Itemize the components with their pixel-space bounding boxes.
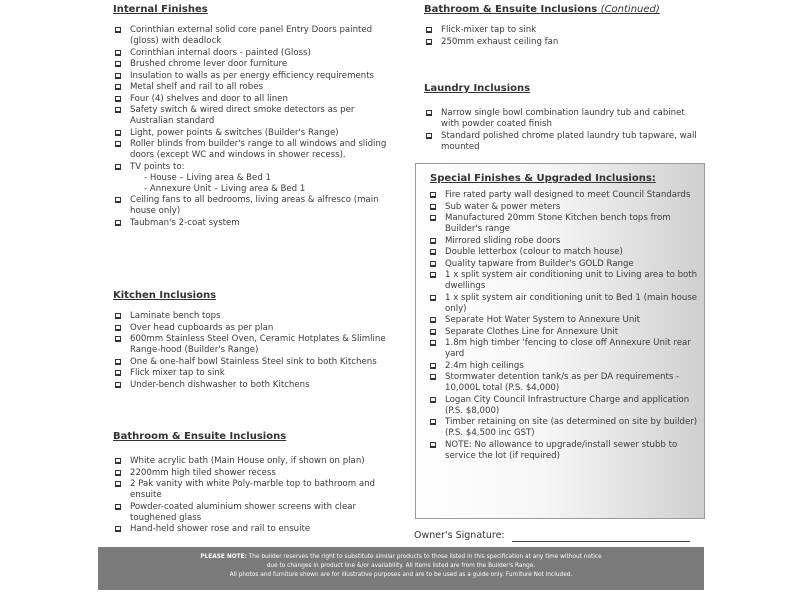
list-item: Double letterbox (colour to match house) xyxy=(428,247,698,258)
special-finishes-box xyxy=(415,163,705,519)
kitchen-inclusions-list xyxy=(113,311,393,391)
checkbox-icon xyxy=(115,130,121,136)
checkbox-icon xyxy=(115,164,121,170)
bathroom-continued-heading: Bathroom & Ensuite Inclusions (Continued) xyxy=(424,4,660,15)
bathroom-continued-list xyxy=(424,25,704,48)
checkbox-icon xyxy=(430,238,436,244)
list-item: Insulation to walls as per energy efficiency requirements xyxy=(113,71,393,82)
list-item: Flick-mixer tap to sink xyxy=(424,25,704,36)
checkbox-icon xyxy=(430,272,436,278)
list-item: Corinthian external solid core panel Entry Doors painted (gloss) with deadlock xyxy=(113,25,393,47)
list-item: Narrow single bowl combination laundry tub and cabinet with powder coated finish xyxy=(424,108,704,130)
special-finishes-heading: Special Finishes & Upgraded Inclusions: xyxy=(430,173,656,184)
tv-points-sublist xyxy=(130,173,393,195)
list-item: Standard polished chrome plated laundry tub tapware, wall mounted xyxy=(424,131,704,153)
list-item: Laminate bench tops xyxy=(113,311,393,322)
kitchen-inclusions-heading: Kitchen Inclusions xyxy=(113,290,217,301)
sub-list-item: - House – Living area & Bed 1 xyxy=(144,172,271,183)
checkbox-icon xyxy=(115,382,121,388)
special-finishes-list xyxy=(428,190,698,462)
list-item: Timber retaining on site (as determined on site by builder) (P.S. $4,500 inc GST) xyxy=(428,417,698,439)
list-item: Logan City Council Infrastructure Charge and application (P.S. $8,000) xyxy=(428,395,698,417)
checkbox-icon xyxy=(115,141,121,147)
internal-finishes-list xyxy=(113,25,393,229)
checkbox-icon xyxy=(430,397,436,403)
footer-line-1: PLEASE NOTE: The builder reserves the right to substitute similar products to those listed in this specification at any time without notice xyxy=(200,554,602,560)
checkbox-icon xyxy=(115,27,121,33)
owner-signature xyxy=(414,530,505,541)
list-item: Safety switch & wired direct smoke detectors as per Australian standard xyxy=(113,105,393,127)
bathroom-ensuite-section xyxy=(113,430,393,536)
list-item: 1 x split system air conditioning unit to Living area to both dwellings xyxy=(428,270,698,292)
laundry-inclusions-list xyxy=(424,108,704,153)
checkbox-icon xyxy=(426,39,432,45)
footer-note xyxy=(98,547,704,590)
list-item: 250mm exhaust ceiling fan xyxy=(424,37,704,48)
internal-finishes-section xyxy=(113,3,393,229)
checkbox-icon xyxy=(115,458,121,464)
checkbox-icon xyxy=(115,359,121,365)
list-item: Mirrored sliding robe doors xyxy=(428,236,698,247)
owner-signature-label: Owner's Signature: xyxy=(414,530,505,541)
bathroom-continued-section xyxy=(424,3,704,48)
checkbox-icon xyxy=(430,442,436,448)
list-item: Four (4) shelves and door to all linen xyxy=(113,94,393,105)
laundry-inclusions-section xyxy=(424,82,704,153)
checkbox-icon xyxy=(430,295,436,301)
list-item: Light, power points & switches (Builder's Range) xyxy=(113,128,393,139)
checkbox-icon xyxy=(430,340,436,346)
list-item: Flick mixer tap to sink xyxy=(113,368,393,379)
checkbox-icon xyxy=(115,50,121,56)
list-item: Corinthian internal doors - painted (Gloss) xyxy=(113,48,393,59)
list-item: 600mm Stainless Steel Oven, Ceramic Hotplates & Slimline Range-hood (Builder's Range) xyxy=(113,334,393,356)
checkbox-icon xyxy=(430,363,436,369)
list-item: Hand-held shower rose and rail to ensuite xyxy=(113,524,393,535)
list-item: Brushed chrome lever door furniture xyxy=(113,59,393,70)
checkbox-icon xyxy=(430,374,436,380)
checkbox-icon xyxy=(430,215,436,221)
checkbox-icon xyxy=(426,27,432,33)
list-item: 2.4m high ceilings xyxy=(428,361,698,372)
kitchen-inclusions-section xyxy=(113,289,393,391)
checkbox-icon xyxy=(430,249,436,255)
list-item: Powder-coated aluminium shower screens with clear toughened glass xyxy=(113,502,393,524)
checkbox-icon xyxy=(115,504,121,510)
list-item: Metal shelf and rail to all robes xyxy=(113,82,393,93)
list-item: 1.8m high timber 'fencing to close off Annexure Unit rear yard xyxy=(428,338,698,360)
checkbox-icon xyxy=(115,470,121,476)
list-item: Sub water & power meters xyxy=(428,202,698,213)
checkbox-icon xyxy=(430,419,436,425)
checkbox-icon xyxy=(430,204,436,210)
bathroom-ensuite-list xyxy=(113,456,393,535)
checkbox-icon xyxy=(115,73,121,79)
checkbox-icon xyxy=(430,261,436,267)
list-item: Stormwater detention tank/s as per DA requirements - 10,000L total (P.S. $4,000) xyxy=(428,372,698,394)
checkbox-icon xyxy=(115,481,121,487)
footer-line-2: due to changes in product line &/or availability. All items listed are from the Builder's Range. xyxy=(266,563,536,569)
checkbox-icon xyxy=(426,133,432,139)
checkbox-icon xyxy=(115,370,121,376)
list-item: NOTE: No allowance to upgrade/install sewer stubb to service the lot (if required) xyxy=(428,440,698,462)
list-item: Separate Clothes Line for Annexure Unit xyxy=(428,327,698,338)
checkbox-icon xyxy=(115,96,121,102)
internal-finishes-heading: Internal Finishes xyxy=(113,4,208,15)
bathroom-ensuite-heading: Bathroom & Ensuite Inclusions xyxy=(113,431,287,442)
list-item: White acrylic bath (Main House only, if shown on plan) xyxy=(113,456,393,467)
checkbox-icon xyxy=(115,336,121,342)
list-item: 2200mm high tiled shower recess xyxy=(113,468,393,479)
signature-line[interactable] xyxy=(512,541,690,542)
checkbox-icon xyxy=(115,220,121,226)
list-item: Fire rated party wall designed to meet Council Standards xyxy=(428,190,698,201)
checkbox-icon xyxy=(430,317,436,323)
list-item: Over head cupboards as per plan xyxy=(113,323,393,334)
checkbox-icon xyxy=(115,197,121,203)
checkbox-icon xyxy=(115,84,121,90)
checkbox-icon xyxy=(430,192,436,198)
list-item: 2 Pak vanity with white Poly-marble top to bathroom and ensuite xyxy=(113,479,393,501)
checkbox-icon xyxy=(430,329,436,335)
list-item: Under-bench dishwasher to both Kitchens xyxy=(113,380,393,391)
list-item: Taubman's 2-coat system xyxy=(113,218,393,229)
checkbox-icon xyxy=(115,61,121,67)
checkbox-icon xyxy=(426,110,432,116)
footer-line-3: All photos and furniture shown are for illustrative purposes and are to be used as a guide only. Furniture Not Included. xyxy=(229,572,573,578)
list-item: Roller blinds from builder's range to all windows and sliding doors (except WC and windows in shower recess). xyxy=(113,139,393,161)
checkbox-icon xyxy=(115,107,121,113)
checkbox-icon xyxy=(115,313,121,319)
list-item: One & one-half bowl Stainless Steel sink to both Kitchens xyxy=(113,357,393,368)
list-item: TV points to: - House – Living area & Bed 1 - Annexure Unit – Living area & Bed 1 xyxy=(113,162,393,195)
list-item: Manufactured 20mm Stone Kitchen bench tops from Builder's range xyxy=(428,213,698,235)
checkbox-icon xyxy=(115,526,121,532)
checkbox-icon xyxy=(115,325,121,331)
list-item: 1 x split system air conditioning unit to Bed 1 (main house only) xyxy=(428,293,698,315)
sub-list-item: - Annexure Unit – Living area & Bed 1 xyxy=(144,183,306,194)
list-item: Separate Hot Water System to Annexure Unit xyxy=(428,315,698,326)
list-item: Quality tapware from Builder's GOLD Range xyxy=(428,259,698,270)
laundry-inclusions-heading: Laundry Inclusions xyxy=(424,83,531,94)
list-item: Ceiling fans to all bedrooms, living areas & alfresco (main house only) xyxy=(113,195,393,217)
